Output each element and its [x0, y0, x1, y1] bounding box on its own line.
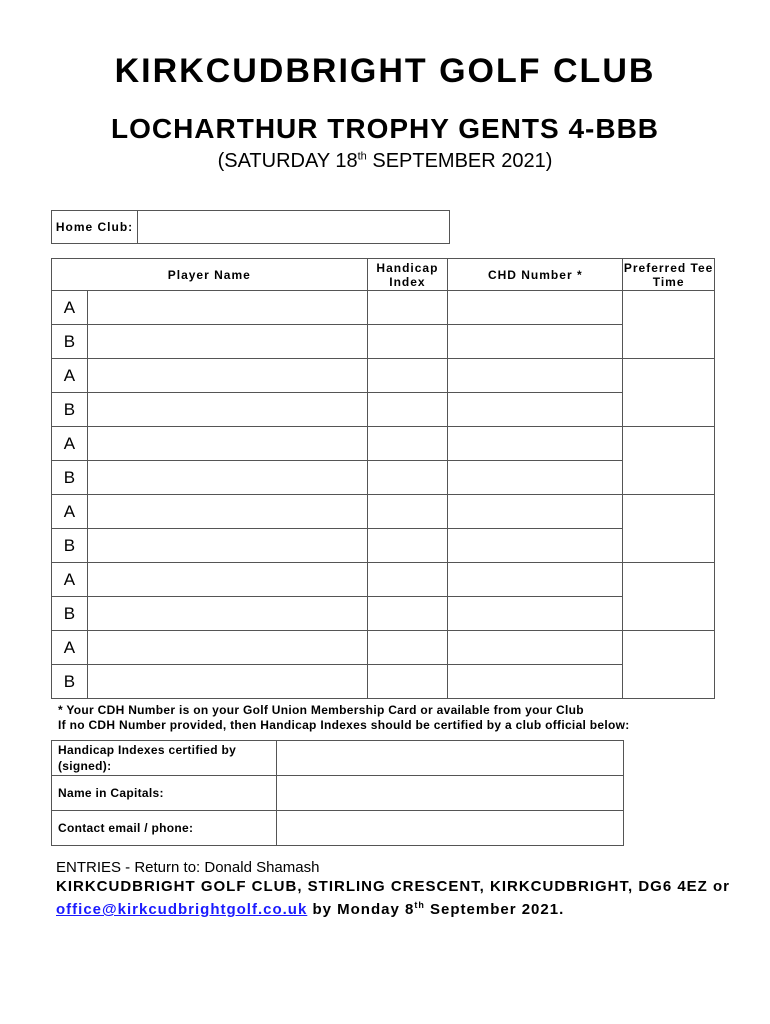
player-name-field[interactable] [87, 393, 367, 427]
competition-date [0, 150, 770, 173]
col-chd-number: CHD Number * [448, 259, 623, 291]
player-position: A [52, 359, 88, 393]
tee-time-field[interactable] [623, 291, 715, 359]
player-position: B [52, 597, 88, 631]
table-row [52, 597, 715, 631]
col-handicap-index: Handicap Index [367, 259, 448, 291]
handicap-index-field[interactable] [367, 291, 448, 325]
table-row [52, 359, 715, 393]
table-row [52, 563, 715, 597]
chd-number-field[interactable] [448, 563, 623, 597]
player-name-field[interactable] [87, 631, 367, 665]
chd-number-field[interactable] [448, 393, 623, 427]
player-position: B [52, 529, 88, 563]
chd-number-field[interactable] [448, 529, 623, 563]
entries-section [56, 858, 736, 919]
handicap-index-field[interactable] [367, 631, 448, 665]
table-row [52, 427, 715, 461]
entries-return-to: ENTRIES - Return to: Donald Shamash [56, 859, 320, 876]
deadline-prefix: by Monday 8 [307, 901, 415, 918]
player-name-field[interactable] [87, 597, 367, 631]
player-name-field[interactable] [87, 461, 367, 495]
table-row [52, 665, 715, 699]
tee-time-field[interactable] [623, 427, 715, 495]
table-row [52, 325, 715, 359]
table-row [52, 741, 624, 776]
chd-number-field[interactable] [448, 665, 623, 699]
competition-title: LOCHARTHUR TROPHY GENTS 4-BBB [110, 113, 660, 144]
chd-number-field[interactable] [448, 359, 623, 393]
tee-time-field[interactable] [623, 563, 715, 631]
handicap-index-field[interactable] [367, 359, 448, 393]
certification-table [51, 740, 624, 846]
cdh-note: * Your CDH Number is on your Golf Union Membership Card or available from your Club [58, 703, 584, 717]
player-position: A [52, 427, 88, 461]
chd-number-field[interactable] [448, 325, 623, 359]
contact-label: Contact email / phone: [52, 811, 277, 846]
col-player-name: Player Name [52, 259, 368, 291]
home-club-label: Home Club: [52, 211, 138, 244]
player-name-field[interactable] [87, 495, 367, 529]
player-position: A [52, 563, 88, 597]
player-position: B [52, 461, 88, 495]
handicap-index-field[interactable] [367, 665, 448, 699]
entries-address [56, 877, 736, 919]
player-position: A [52, 495, 88, 529]
contact-field[interactable] [277, 811, 624, 846]
player-position: B [52, 393, 88, 427]
certified-by-field[interactable] [277, 741, 624, 776]
chd-number-field[interactable] [448, 495, 623, 529]
home-club-field[interactable] [138, 211, 450, 244]
handicap-index-field[interactable] [367, 563, 448, 597]
player-name-field[interactable] [87, 529, 367, 563]
player-position: A [52, 291, 88, 325]
player-name-field[interactable] [87, 291, 367, 325]
player-name-field[interactable] [87, 325, 367, 359]
table-row [52, 495, 715, 529]
tee-time-field[interactable] [623, 631, 715, 699]
deadline-sup: th [414, 900, 425, 910]
player-table-header [52, 259, 715, 291]
chd-number-field[interactable] [448, 291, 623, 325]
home-club-table [51, 210, 450, 244]
table-row [52, 393, 715, 427]
chd-number-field[interactable] [448, 461, 623, 495]
date-sup: th [357, 150, 367, 163]
player-position: A [52, 631, 88, 665]
address-text: KIRKCUDBRIGHT GOLF CLUB, STIRLING CRESCENT, KIRKCUDBRIGHT, DG6 4EZ or [56, 878, 731, 895]
handicap-index-field[interactable] [367, 495, 448, 529]
chd-number-field[interactable] [448, 631, 623, 665]
tee-time-field[interactable] [623, 359, 715, 427]
date-suffix: SEPTEMBER 2021) [366, 150, 553, 172]
handicap-index-field[interactable] [367, 529, 448, 563]
table-row [52, 776, 624, 811]
handicap-index-field[interactable] [367, 393, 448, 427]
handicap-index-field[interactable] [367, 461, 448, 495]
table-row [52, 529, 715, 563]
name-in-capitals-label: Name in Capitals: [52, 776, 277, 811]
col-preferred-tee-time: Preferred Tee Time [623, 260, 714, 289]
player-name-field[interactable] [87, 359, 367, 393]
player-position: B [52, 665, 88, 699]
table-row [52, 811, 624, 846]
tee-time-field[interactable] [623, 495, 715, 563]
handicap-index-field[interactable] [367, 325, 448, 359]
table-row [52, 461, 715, 495]
certification-note: If no CDH Number provided, then Handicap Indexes should be certified by a club official below: [58, 718, 630, 732]
table-row [52, 291, 715, 325]
deadline-suffix: September 2021. [424, 901, 565, 918]
player-table [51, 258, 715, 699]
player-name-field[interactable] [87, 563, 367, 597]
email-link[interactable]: office@kirkcudbrightgolf.co.uk [56, 901, 308, 918]
chd-number-field[interactable] [448, 597, 623, 631]
handicap-index-field[interactable] [367, 427, 448, 461]
certified-by-label: Handicap Indexes certified by (signed): [52, 741, 277, 776]
chd-number-field[interactable] [448, 427, 623, 461]
table-row [52, 631, 715, 665]
date-prefix: (SATURDAY 18 [217, 150, 358, 172]
handicap-index-field[interactable] [367, 597, 448, 631]
player-position: B [52, 325, 88, 359]
player-name-field[interactable] [87, 427, 367, 461]
club-title: KIRKCUDBRIGHT GOLF CLUB [114, 52, 656, 90]
name-in-capitals-field[interactable] [277, 776, 624, 811]
player-name-field[interactable] [87, 665, 367, 699]
